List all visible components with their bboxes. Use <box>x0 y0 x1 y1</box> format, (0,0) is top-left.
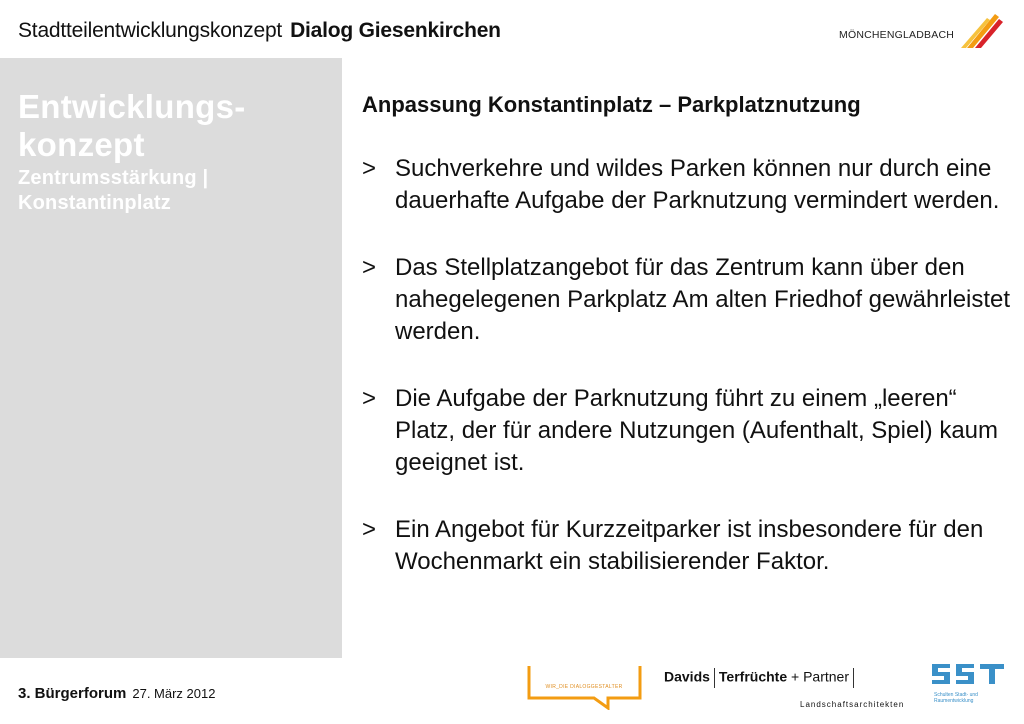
sidebar-subtitle: Zentrumsstärkung | Konstantinplatz <box>18 167 209 214</box>
bullet-text: Die Aufgabe der Parknutzung führt zu einem „leeren“ Platz, der für andere Nutzungen (Aufenthalt, Spiel) kaum geeignet ist. <box>395 385 998 476</box>
logo-divider <box>714 668 715 688</box>
bullet-marker: > <box>362 385 377 412</box>
terfruechte-name: Terfrüchte <box>718 668 788 685</box>
bullet-marker: > <box>362 254 377 281</box>
slide-title: Anpassung Konstantinplatz – Parkplatznutzung <box>362 92 861 117</box>
sidebar-title: Entwicklungs- konzept <box>18 88 246 163</box>
sst-logo <box>930 660 1010 710</box>
project-name: Stadtteilentwicklungskonzept <box>18 19 283 42</box>
davids-logo-wordmark <box>664 668 858 688</box>
city-logo-text: MÖNCHENGLADBACH <box>839 29 955 41</box>
davids-name: Davids <box>664 668 710 685</box>
dialog-logo-text: WIR_DIE DIALOGGESTALTER <box>545 684 623 690</box>
sidebar-panel <box>0 58 342 658</box>
forum-label: 3. Bürgerforum <box>18 685 127 702</box>
sst-logo-caption: Schulten Stadt- und Raumentwicklung <box>934 692 978 704</box>
footer-event <box>18 685 215 703</box>
bullet-text: Ein Angebot für Kurzzeitparker ist insbesondere für den Wochenmarkt ein stabilisierender Faktor. <box>395 516 984 575</box>
partner-name: + Partner <box>791 668 849 685</box>
event-date: 27. März 2012 <box>132 686 216 701</box>
moenchengladbach-logo <box>839 8 1004 50</box>
bullet-item <box>362 514 1012 578</box>
davids-terfruechte-logo <box>664 664 914 714</box>
sst-logo-mark-icon <box>930 660 1006 688</box>
bullet-marker: > <box>362 155 377 182</box>
bullet-text: Suchverkehre und wildes Parken können nur durch eine dauerhafte Aufgabe der Parknutzung vermindert werden. <box>395 155 1000 214</box>
bullet-marker: > <box>362 516 377 543</box>
bullet-text: Das Stellplatzangebot für das Zentrum kann über den nahegelegenen Parkplatz Am alten Friedhof gewährleistet werden. <box>395 254 1011 345</box>
bullet-list <box>362 153 1012 578</box>
dialoggestalter-logo <box>526 662 644 710</box>
city-logo-stripes-icon <box>959 8 1004 50</box>
bullet-item <box>362 153 1012 217</box>
bullet-item <box>362 383 1012 479</box>
davids-logo-subtitle: Landschaftsarchitekten <box>800 700 905 709</box>
header-title <box>18 19 501 43</box>
logo-divider <box>853 668 854 688</box>
dialog-name: Dialog Giesenkirchen <box>290 19 501 42</box>
bullet-item <box>362 252 1012 348</box>
